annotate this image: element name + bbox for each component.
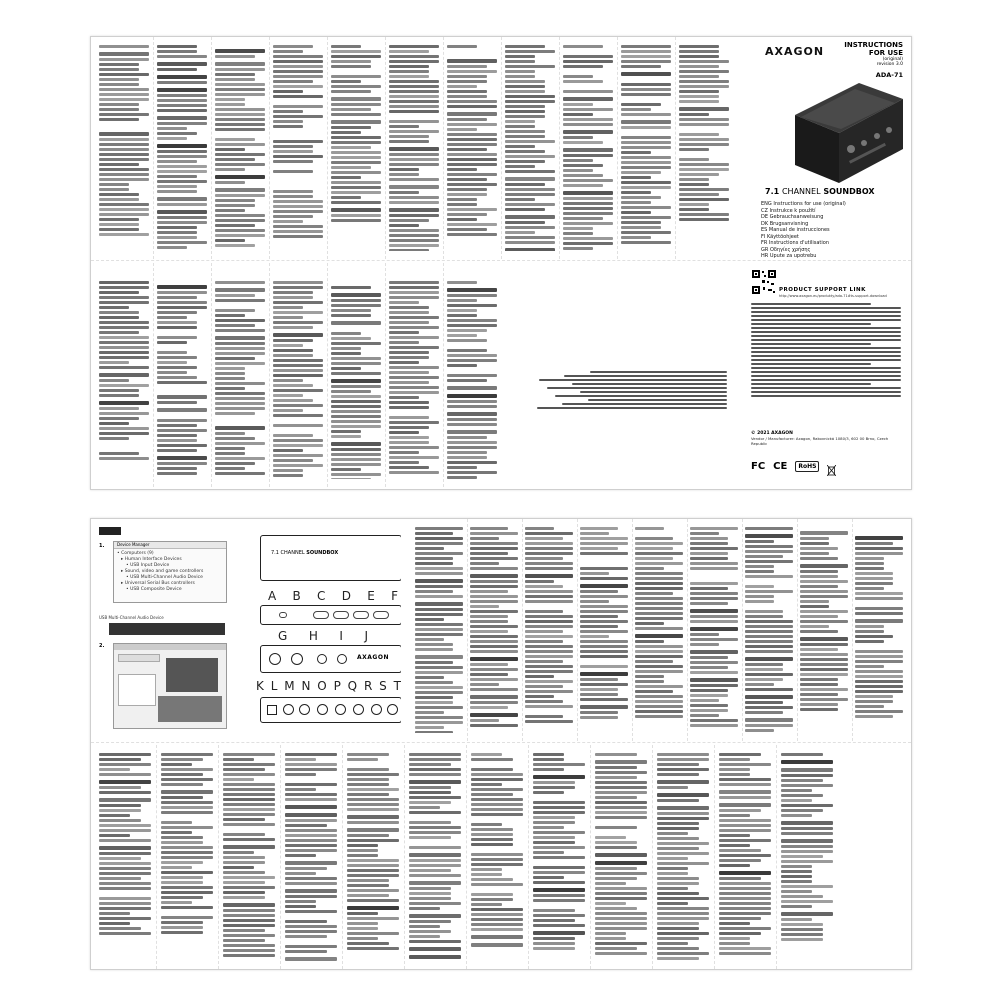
support-panel xyxy=(731,263,911,487)
product-title xyxy=(765,187,875,196)
column-divider xyxy=(385,263,386,487)
section-tab xyxy=(99,527,121,535)
front-out-icon[interactable] xyxy=(317,704,328,715)
column-divider xyxy=(342,745,343,969)
support-url: http://www.axagon.eu/produkty/ada-71#ts-support-download xyxy=(779,294,887,298)
product-title-channel: CHANNEL xyxy=(781,187,821,196)
support-text-block xyxy=(751,303,901,399)
upper-text-panel xyxy=(91,37,731,259)
text-column xyxy=(580,527,628,733)
tab-caption: USB Multi-Channel Audio Device xyxy=(99,615,164,620)
column-divider xyxy=(327,37,328,259)
cover-panel xyxy=(731,37,911,259)
text-column xyxy=(505,45,555,251)
device-manager-titlebar: Device Manager xyxy=(114,542,226,549)
diagram-title-soundbox: SOUNDBOX xyxy=(306,550,339,556)
column-divider xyxy=(467,519,468,741)
text-column xyxy=(273,281,323,479)
step-label-1: 1. xyxy=(99,543,105,549)
audio-settings-window xyxy=(113,643,227,729)
line-out-icon[interactable] xyxy=(387,704,398,715)
instructions-title: INSTRUCTIONS FOR USE xyxy=(844,41,903,57)
column-divider xyxy=(687,519,688,741)
rtl-text-block xyxy=(531,371,727,411)
column-divider xyxy=(742,519,743,741)
rtl-line xyxy=(547,387,727,389)
spdif-in-icon[interactable] xyxy=(299,704,310,715)
certification-marks xyxy=(751,461,836,472)
column-divider xyxy=(404,745,405,969)
column-divider xyxy=(466,745,467,969)
language-item: DE Gebrauchsanweisung xyxy=(761,214,824,220)
text-column xyxy=(525,527,573,733)
device-tree-item[interactable]: ▸ Universal Serial Bus controllers xyxy=(121,581,195,586)
language-list xyxy=(761,201,906,259)
room-preview xyxy=(158,696,222,722)
device-tree xyxy=(114,549,226,595)
copyright: © 2021 AXAGON xyxy=(751,431,793,436)
brand-logo: AXAGON xyxy=(765,45,825,58)
callout-l: L xyxy=(270,679,278,693)
volume-up-button[interactable] xyxy=(373,611,389,619)
text-column xyxy=(690,527,738,733)
device-tree-item[interactable]: • USB Composite Device xyxy=(126,587,182,592)
callout-d: D xyxy=(341,589,351,603)
upper-multilingual-panel xyxy=(409,519,911,741)
text-column xyxy=(409,753,461,961)
rear-port-letters xyxy=(256,679,401,693)
language-item: HR Upute za upotrebu xyxy=(761,253,817,259)
front-brand: AXAGON xyxy=(357,654,389,661)
support-line xyxy=(751,359,901,361)
aux-jack-icon[interactable] xyxy=(337,654,347,664)
support-line xyxy=(751,367,901,369)
support-line xyxy=(751,395,901,397)
diagram-title-channel: 7.1 CHANNEL xyxy=(271,550,305,556)
side-out-icon[interactable] xyxy=(371,704,382,715)
language-item: FI Käyttöohjeet xyxy=(761,233,799,240)
text-column xyxy=(389,45,439,251)
product-title-number: 7.1 xyxy=(765,187,780,196)
model-number: ADA-71 xyxy=(875,71,903,79)
callout-r: R xyxy=(363,679,373,693)
column-divider xyxy=(218,745,219,969)
text-column xyxy=(621,45,671,251)
language-item: ENG Instructions for use (original) xyxy=(761,201,846,207)
callout-q: Q xyxy=(347,679,358,693)
callout-p: P xyxy=(333,679,341,693)
fold-line-horizontal xyxy=(91,742,911,743)
text-column xyxy=(331,281,381,479)
column-divider xyxy=(776,745,777,969)
rear-out-icon[interactable] xyxy=(335,704,346,715)
callout-e: E xyxy=(367,589,375,603)
support-line xyxy=(751,319,901,321)
text-column xyxy=(470,527,518,733)
text-column xyxy=(347,753,399,961)
footer-block xyxy=(751,431,901,446)
text-column xyxy=(415,527,463,733)
device-tree-item[interactable]: • Computers (9) xyxy=(117,551,154,556)
text-column xyxy=(99,753,151,961)
power-led xyxy=(279,612,287,618)
fold-line-horizontal xyxy=(91,260,911,261)
screenshots-panel xyxy=(99,527,249,739)
support-line xyxy=(751,371,901,373)
column-divider xyxy=(559,37,560,259)
support-line xyxy=(751,303,871,305)
device-tree-item[interactable]: • USB Multi-Channel Audio Device xyxy=(126,575,203,580)
device-top-outline xyxy=(260,535,401,581)
callout-k: K xyxy=(256,679,264,693)
callout-t: T xyxy=(393,679,401,693)
text-column xyxy=(99,281,149,479)
text-column xyxy=(285,753,337,961)
support-line xyxy=(751,315,901,317)
manufacturer: Vendor / Manufacturer: Axagon, Rakovnická 1080/3, 602 00 Brno, Czech Republic xyxy=(751,436,889,446)
support-line xyxy=(751,379,901,381)
support-line xyxy=(751,339,901,341)
rtl-line xyxy=(564,375,727,377)
usb-port-icon[interactable] xyxy=(267,705,277,715)
text-column xyxy=(745,527,793,733)
rtl-line xyxy=(572,383,727,385)
text-column xyxy=(447,45,497,251)
instructions-original: (original) xyxy=(882,57,903,62)
speaker-preview xyxy=(166,658,218,692)
rear-ports-outline xyxy=(260,697,401,723)
device-manager-window xyxy=(113,541,227,603)
column-divider xyxy=(211,37,212,259)
column-divider xyxy=(280,745,281,969)
column-divider xyxy=(269,263,270,487)
rtl-line xyxy=(539,379,727,381)
qr-code-icon xyxy=(751,269,777,295)
support-line xyxy=(751,335,901,337)
support-line xyxy=(751,327,901,329)
callout-m: M xyxy=(284,679,295,693)
text-column xyxy=(157,45,207,251)
language-item: FR Instructions d'utilisation xyxy=(761,240,829,246)
lower-multilingual-panel xyxy=(91,745,911,969)
callout-a: A xyxy=(268,589,277,603)
callout-o: O xyxy=(317,679,327,693)
settings-tab[interactable] xyxy=(118,654,160,662)
support-line xyxy=(751,387,901,389)
column-divider xyxy=(797,519,798,741)
support-line xyxy=(751,343,871,345)
settings-list xyxy=(118,674,156,706)
callout-b: B xyxy=(292,589,301,603)
column-divider xyxy=(528,745,529,969)
text-column xyxy=(273,45,323,251)
column-divider xyxy=(501,37,502,259)
support-line xyxy=(751,323,871,325)
rtl-line xyxy=(537,407,727,409)
text-column xyxy=(781,753,833,961)
support-line xyxy=(751,351,901,353)
ce-mark: CE xyxy=(773,461,788,472)
fcc-mark: FC xyxy=(751,461,766,472)
column-divider xyxy=(156,745,157,969)
mic-jack-icon[interactable] xyxy=(291,653,303,665)
column-divider xyxy=(590,745,591,969)
text-column xyxy=(161,753,213,961)
support-line xyxy=(751,331,901,333)
instruction-sheet-front xyxy=(90,36,912,490)
callout-s: S xyxy=(379,679,387,693)
support-line xyxy=(751,311,901,313)
rtl-line xyxy=(562,403,727,405)
column-divider xyxy=(327,263,328,487)
text-column xyxy=(855,527,903,733)
line-in-jack-icon[interactable] xyxy=(317,654,327,664)
text-column xyxy=(331,45,381,251)
callout-j: J xyxy=(364,629,368,643)
callout-n: N xyxy=(301,679,311,693)
column-divider xyxy=(211,263,212,487)
support-line xyxy=(751,347,901,349)
column-divider xyxy=(443,37,444,259)
text-column xyxy=(595,753,647,961)
audio-settings-titlebar xyxy=(114,644,226,650)
text-column xyxy=(533,753,585,961)
support-line xyxy=(751,307,901,309)
support-line xyxy=(751,363,871,365)
diagram-panel xyxy=(256,527,401,739)
column-divider xyxy=(617,37,618,259)
column-divider xyxy=(385,37,386,259)
column-divider xyxy=(652,745,653,969)
text-column xyxy=(99,45,149,251)
support-title: PRODUCT SUPPORT LINK xyxy=(779,287,866,293)
callout-i: I xyxy=(339,629,343,643)
rohs-mark: RoHS xyxy=(795,461,819,472)
mute-button[interactable] xyxy=(353,611,369,619)
support-line xyxy=(751,375,901,377)
support-line xyxy=(751,355,901,357)
text-column xyxy=(657,753,709,961)
device-top-label xyxy=(271,550,338,556)
text-column xyxy=(635,527,683,733)
column-divider xyxy=(269,37,270,259)
language-item: GR Οδηγίες χρήσης xyxy=(761,246,811,253)
column-divider xyxy=(153,263,154,487)
lower-text-panel xyxy=(91,263,731,487)
front-ports-outline xyxy=(260,645,401,673)
product-title-soundbox: SOUNDBOX xyxy=(823,187,875,196)
text-column xyxy=(471,753,523,961)
support-line xyxy=(751,383,871,385)
instructions-revision: revision 3.0 xyxy=(876,62,903,67)
mode-button[interactable] xyxy=(333,611,349,619)
rtl-line xyxy=(580,391,727,393)
text-column xyxy=(679,45,729,251)
callout-g: G xyxy=(278,629,288,643)
text-column xyxy=(215,281,265,479)
text-column xyxy=(389,281,439,479)
center-out-icon[interactable] xyxy=(353,704,364,715)
column-divider xyxy=(714,745,715,969)
column-divider xyxy=(675,37,676,259)
text-column xyxy=(447,281,497,479)
support-line xyxy=(751,391,901,393)
headphone-jack-icon[interactable] xyxy=(269,653,281,665)
weee-bin-icon xyxy=(827,461,836,472)
language-item: CZ Instrukce k použití xyxy=(761,207,816,214)
callout-h: H xyxy=(308,629,318,643)
column-divider xyxy=(522,519,523,741)
rtl-line xyxy=(555,395,727,397)
text-column xyxy=(215,45,265,251)
callout-f: F xyxy=(391,589,398,603)
device-tree-item[interactable]: ▸ Human Interface Devices xyxy=(121,557,182,562)
column-divider xyxy=(852,519,853,741)
language-item: ES Manual de instrucciones xyxy=(761,227,830,233)
front-controls-outline xyxy=(260,605,401,625)
text-column xyxy=(719,753,771,961)
text-column xyxy=(800,527,848,733)
volume-down-button[interactable] xyxy=(313,611,329,619)
text-column xyxy=(223,753,275,961)
column-divider xyxy=(577,519,578,741)
column-divider xyxy=(632,519,633,741)
device-tree-item[interactable]: ▸ Sound, video and game controllers xyxy=(121,569,204,574)
taskbar-strip xyxy=(109,623,225,635)
language-item: DK Brugsanvisning xyxy=(761,220,809,227)
text-column xyxy=(563,45,613,251)
side-port-letters xyxy=(278,629,368,643)
rtl-line xyxy=(588,399,727,401)
callout-c: C xyxy=(317,589,326,603)
text-column xyxy=(157,281,207,479)
spdif-out-icon[interactable] xyxy=(283,704,294,715)
step-label-2: 2. xyxy=(99,643,105,649)
product-photo xyxy=(789,77,907,189)
instruction-sheet-back xyxy=(90,518,912,970)
column-divider xyxy=(443,263,444,487)
front-control-letters xyxy=(268,589,398,603)
device-tree-item[interactable]: • USB Input Device xyxy=(126,563,170,568)
column-divider xyxy=(153,37,154,259)
rtl-line xyxy=(590,371,727,373)
